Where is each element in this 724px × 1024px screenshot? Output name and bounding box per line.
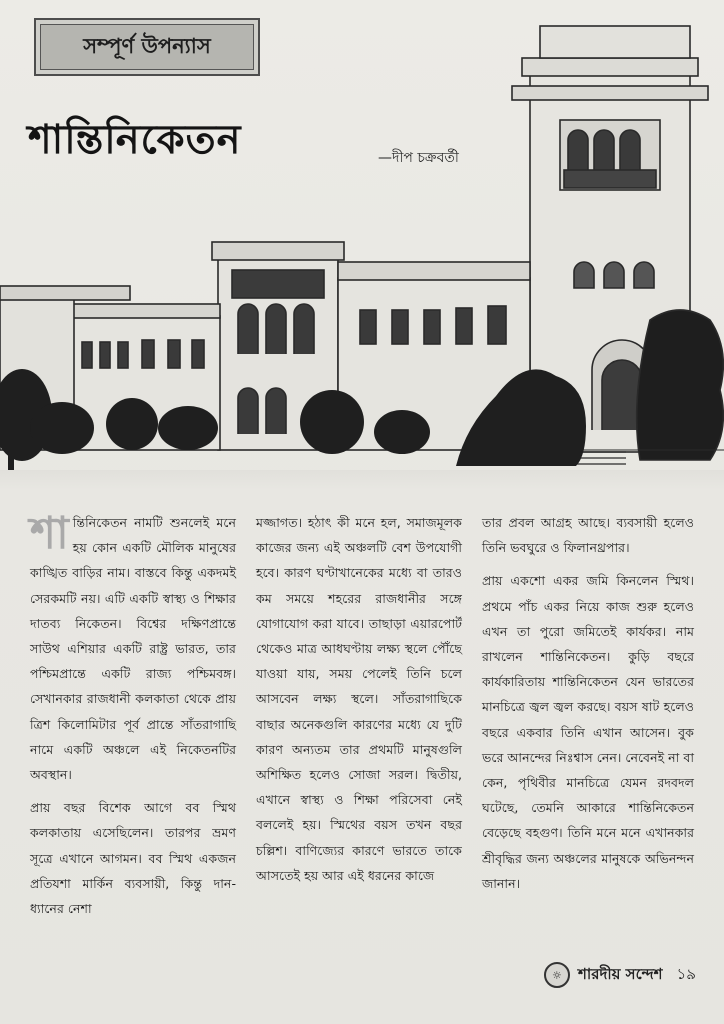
author-name: —দীপ চক্রবর্তী [378,150,459,166]
ground-strip [0,470,724,490]
drop-cap: শা [30,508,69,559]
text-column-1 [30,510,236,929]
magazine-name: শারদীয় সন্দেশ [577,964,663,983]
section-label: সম্পূর্ণ উপন্যাস [34,18,260,76]
page-number: ১৯ [676,964,696,983]
paragraph-text: ন্তিনিকেতন নামটি শুনলেই মনে হয় কোন একটি মৌলিক মানুষের কাঙ্খিত বাড়ির নাম। বাস্তবে কিন্তু একদমই সেরকমটি নয়। এটি একটি স্বাস্থ্য ও শিক্ষার দাতব্য নিকেতন। বিশ্বের দক্ষিণপ্রান্তে সাউথ এশিয়ার একটি রাষ্ট্র ভারত, তার পশ্চিমপ্রান্তে একটি রাজ্য পশ্চিমবঙ্গ। সেখানকার রাজধানী কলকাতা থেকে প্রায় ত্রিশ কিলোমিটার পূর্ব প্রান্তে সাঁতরাগাছি নামে একটি অঞ্চলে এই নিকেতনটির অবস্থান। [30,515,236,783]
paragraph: মজ্জাগত। হঠাৎ কী মনে হল, সমাজমূলক কাজের জন্য এই অঞ্চলটি বেশ উপযোগী হবে। কারণ ঘণ্টাখানেকের মধ্যে বা তারও কম সময়ে শহরের রাজধানীর সঙ্গে যোগাযোগ করা যাবে। তাছাড়া এয়ারপোর্ট থেকেও মাত্র আধঘণ্টায় লক্ষ্য স্থলে পৌঁছে যাওয়া যায়, সময় পেলেই তিনি চলে আসবেন লক্ষ্য স্থলে। সাঁতরাগাছিকে বাছার অনেকগুলি কারণের মধ্যে যে দুটি কারণ অন্যতম তার প্রথমটি মানুষগুলি অশিক্ষিত হলেও সোজা সরল। দ্বিতীয়, এখানে স্বাস্থ্য ও শিক্ষা পরিসেবা নেই বললেই হয়। স্মিথের বয়স তখন বছর চল্লিশ। বাণিজ্যের কারণে ভারতে তাকে আসতেই হয় আর এই ধরনের কাজে [256,515,462,883]
building-illustration [0,20,724,480]
page-footer [544,962,696,988]
text-column-2 [256,510,462,896]
story-title: শান্তিনিকেতন [28,116,242,163]
paragraph: প্রায় একশো একর জমি কিনলেন স্মিথ। প্রথমে পাঁচ একর নিয়ে কাজ শুরু হলেও এখন তা পুরো জমিতেই কার্যকর। নাম রাখলেন শান্তিনিকেতন। কুড়ি বছরে কার্যকারিতায় শান্তিনিকেতন যেন ভারতের মানচিত্রে জ্বল জ্বল করছে। বয়স ষাট হলেও বছরে একবার তিনি এখান আসেন। বুক ভরে আনন্দের নিঃশ্বাস নেন। নেবেনই না বা কেন, পৃথিবীর মানচিত্রে যেমন রদবদল ঘটেছে, তেমনি আকারে শান্তিনিকেতন বেড়েছে বহগুণ। তিনি মনে মনে এখানকার শ্রীবৃদ্ধির জন্য অঞ্চলের মানুষকে অভিনন্দন জানান। [482,573,694,891]
text-column-3 [482,510,694,904]
magazine-emblem-icon: ☼ [544,962,570,988]
paragraph: প্রায় বছর বিশেক আগে বব স্মিথ কলকাতায় এসেছিলেন। তারপর ভ্রমণ সূত্রে এখানে আগমন। বব স্মিথ একজন প্রতিযশা মার্কিন ব্যবসায়ী, কিন্তু দান-ধ্যানের নেশা [30,800,236,917]
paragraph [30,510,236,787]
paragraph: তার প্রবল আগ্রহ আছে। ব্যবসায়ী হলেও তিনি ভবঘুরে ও ফিলানথ্রপার। [482,515,694,556]
